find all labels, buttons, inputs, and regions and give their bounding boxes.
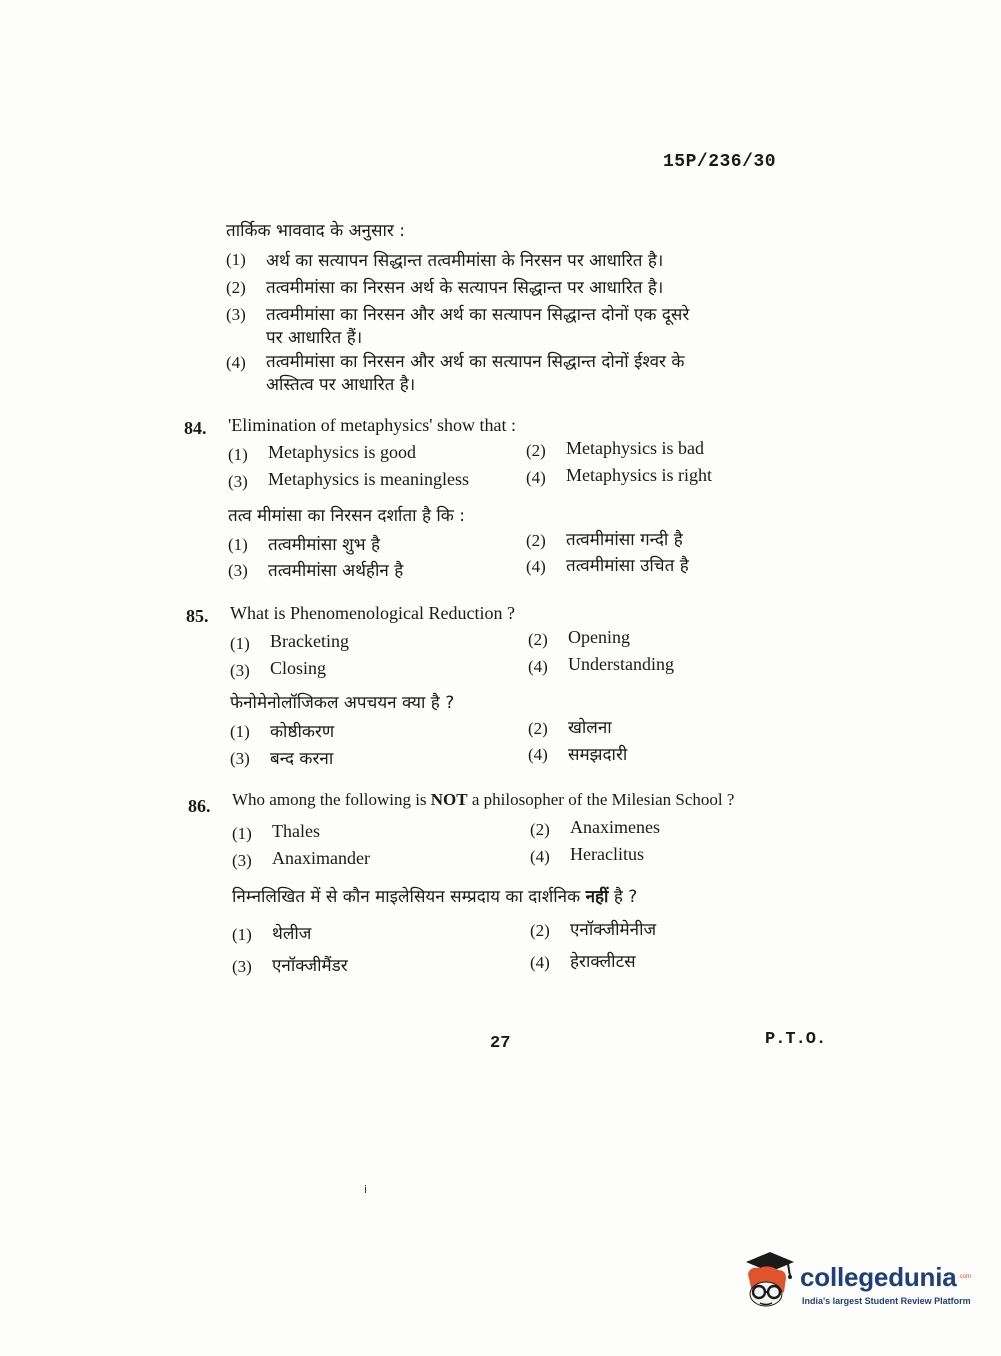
q86-hindi-option-num: (3)	[232, 957, 252, 976]
q85-option-text: Bracketing	[270, 631, 349, 651]
q86-option-text: Anaximenes	[570, 817, 660, 837]
q84-hindi-option-num: (1)	[228, 535, 248, 554]
q85-number: 85.	[186, 606, 209, 626]
q83-hindi-option-text: अर्थ का सत्यापन सिद्धान्त तत्वमीमांसा के निरसन पर आधारित है।	[266, 251, 664, 271]
q85-hindi-option-num: (2)	[528, 719, 548, 738]
q85-hindi-option-text: बन्द करना	[270, 749, 334, 769]
q85-option-text: Understanding	[568, 654, 674, 674]
q83-hindi-option-text-cont: अस्तित्व पर आधारित है।	[266, 375, 416, 395]
q85-hindi-option-text: समझदारी	[568, 745, 628, 765]
q86-number: 86.	[188, 796, 211, 816]
collegedunia-tagline: India's largest Student Review Platform	[802, 1296, 971, 1306]
q85-hindi-option-text: खोलना	[568, 718, 612, 738]
q84-hindi-stem: तत्व मीमांसा का निरसन दर्शाता है कि :	[228, 506, 465, 526]
q85-option-num: (4)	[528, 657, 548, 676]
q84-option-num: (2)	[526, 441, 546, 460]
q85-hindi-option-num: (4)	[528, 745, 548, 764]
q86-hindi-stem-part: है ?	[608, 887, 638, 907]
q84-hindi-option-text: तत्वमीमांसा उचित है	[566, 556, 689, 576]
q86-option-num: (1)	[232, 824, 252, 843]
q84-option-text: Metaphysics is good	[268, 442, 416, 462]
collegedunia-com: .com	[958, 1274, 972, 1280]
q83-hindi-option-num: (4)	[226, 353, 246, 372]
q84-hindi-option-text: तत्वमीमांसा अर्थहीन है	[268, 561, 404, 581]
q85-option-num: (3)	[230, 661, 250, 680]
mascot-icon	[738, 1248, 798, 1312]
q86-hindi-option-num: (4)	[530, 953, 550, 972]
q84-stem: 'Elimination of metaphysics' show that :	[228, 415, 516, 435]
collegedunia-brand: collegedunia	[800, 1262, 957, 1292]
q85-option-text: Closing	[270, 658, 327, 678]
q83-hindi-option-num: (2)	[226, 278, 246, 297]
q86-hindi-option-num: (2)	[530, 921, 550, 940]
q84-option-text: Metaphysics is meaningless	[268, 469, 469, 489]
q85-hindi-option-num: (3)	[230, 749, 250, 768]
q83-hindi-option-text: तत्वमीमांसा का निरसन और अर्थ का सत्यापन सिद्धान्त दोनों ईश्वर के	[266, 352, 685, 372]
q83-hindi-option-num: (1)	[226, 250, 246, 269]
q86-stem-part: Who among the following is	[232, 790, 431, 809]
q84-option-num: (3)	[228, 472, 248, 491]
pto-label: P.T.O.	[765, 1030, 827, 1049]
q85-option-num: (2)	[528, 630, 548, 649]
q85-hindi-stem: फेनोमेनोलॉजिकल अपचयन क्या है ?	[230, 693, 455, 713]
q84-hindi-option-num: (2)	[526, 531, 546, 550]
q84-option-num: (1)	[228, 445, 248, 464]
q86-stem-emphasis: NOT	[430, 790, 468, 809]
q84-option-text: Metaphysics is bad	[566, 438, 704, 458]
stray-mark: i	[364, 1183, 368, 1196]
q84-hindi-option-text: तत्वमीमांसा गन्दी है	[566, 530, 683, 550]
q86-option-text: Heraclitus	[570, 844, 644, 864]
q86-option-num: (4)	[530, 847, 550, 866]
q86-option-text: Anaximander	[272, 848, 370, 868]
q85-option-text: Opening	[568, 627, 630, 647]
page-number: 27	[490, 1034, 511, 1053]
q83-hindi-option-num: (3)	[226, 305, 246, 324]
q84-hindi-option-text: तत्वमीमांसा शुभ है	[268, 535, 381, 555]
q85-hindi-option-num: (1)	[230, 722, 250, 741]
q86-hindi-stem-emphasis: नहीं	[585, 887, 609, 907]
q86-hindi-stem-part: निम्नलिखित में से कौन माइलेसियन सम्प्रदाय का दार्शनिक	[232, 887, 586, 907]
q86-hindi-option-num: (1)	[232, 925, 252, 944]
paper-code: 15P/236/30	[663, 152, 777, 172]
q84-option-text: Metaphysics is right	[566, 465, 712, 485]
q84-hindi-option-num: (3)	[228, 561, 248, 580]
q86-option-text: Thales	[272, 821, 320, 841]
q86-hindi-stem	[232, 884, 637, 907]
q86-hindi-option-text: एनॉक्जीमेनीज	[570, 920, 657, 940]
q84-number: 84.	[184, 418, 207, 438]
q85-option-num: (1)	[230, 634, 250, 653]
q85-hindi-option-text: कोष्ठीकरण	[270, 722, 335, 742]
q86-stem-part: a philosopher of the Milesian School ?	[467, 790, 735, 809]
q86-hindi-option-text: थेलीज	[272, 924, 312, 944]
q84-hindi-option-num: (4)	[526, 557, 546, 576]
q86-hindi-option-text: हेराक्लीटस	[570, 952, 636, 972]
q86-option-num: (3)	[232, 851, 252, 870]
q83-hindi-stem: तार्किक भाववाद के अनुसार :	[226, 221, 405, 241]
q86-stem	[232, 790, 734, 810]
q85-stem: What is Phenomenological Reduction ?	[230, 603, 515, 623]
q83-hindi-option-text-cont: पर आधारित हैं।	[266, 328, 363, 348]
q86-option-num: (2)	[530, 820, 550, 839]
collegedunia-logo-icon	[738, 1248, 798, 1312]
q86-hindi-option-text: एनॉक्जीमैंडर	[272, 956, 348, 976]
q83-hindi-option-text: तत्वमीमांसा का निरसन अर्थ के सत्यापन सिद्धान्त पर आधारित है।	[266, 278, 664, 298]
q83-hindi-option-text: तत्वमीमांसा का निरसन और अर्थ का सत्यापन सिद्धान्त दोनों एक दूसरे	[266, 305, 690, 325]
q84-option-num: (4)	[526, 468, 546, 487]
